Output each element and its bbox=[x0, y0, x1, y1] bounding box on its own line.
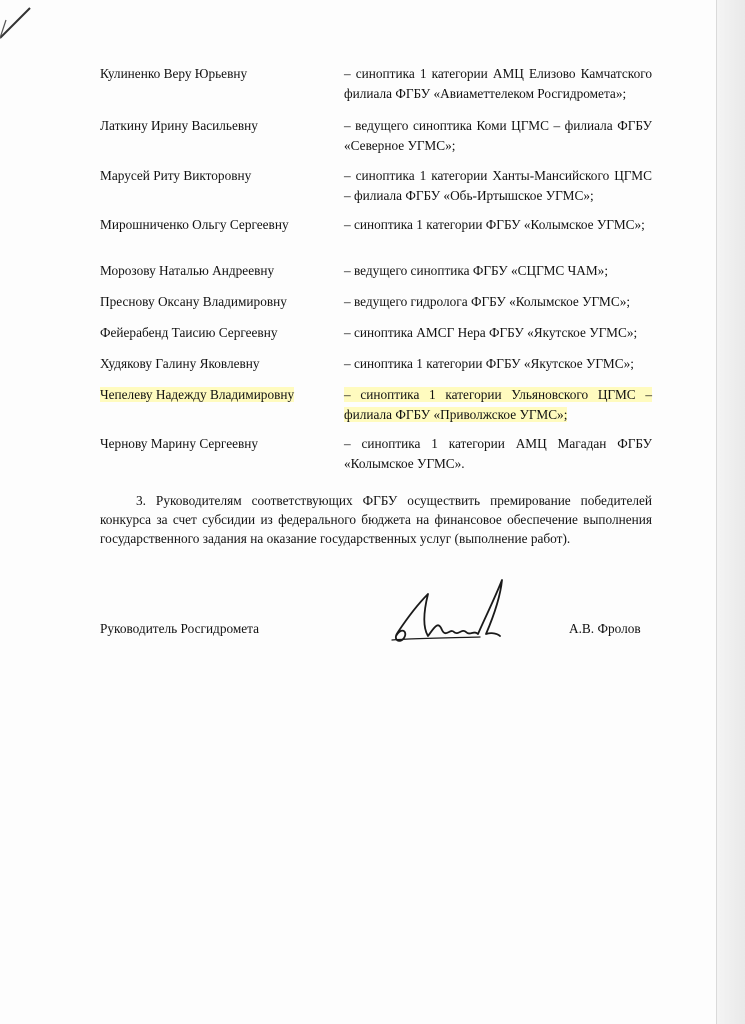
person-position: – синоптика 1 категории ФГБУ «Якутское УГМС»; bbox=[344, 356, 634, 371]
person-name: Фейерабенд Таисию Сергеевну bbox=[100, 325, 278, 340]
person-name: Марусей Риту Викторовну bbox=[100, 168, 252, 183]
list-item bbox=[100, 434, 652, 480]
recipients-list bbox=[100, 64, 652, 480]
person-name: Латкину Ирину Васильевну bbox=[100, 118, 258, 133]
person-position: – синоптика АМСГ Нера ФГБУ «Якутское УГМС»; bbox=[344, 325, 638, 340]
person-position: – ведущего синоптика ФГБУ «СЦГМС ЧАМ»; bbox=[344, 263, 609, 278]
person-position: – синоптика 1 категории Ханты-Мансийского ЦГМС – филиала ФГБУ «Обь-Иртышское УГМС»; bbox=[344, 168, 652, 203]
person-position: – ведущего синоптика Коми ЦГМС – филиала ФГБУ «Северное УГМС»; bbox=[344, 118, 652, 153]
person-name: Худякову Галину Яковлевну bbox=[100, 356, 260, 371]
person-name: Кулиненко Веру Юрьевну bbox=[100, 66, 248, 81]
person-position: – ведущего гидролога ФГБУ «Колымское УГМС»; bbox=[344, 294, 631, 309]
signatory-title: Руководитель Росгидромета bbox=[100, 621, 260, 636]
list-item bbox=[100, 323, 652, 354]
person-name: Морозову Наталью Андреевну bbox=[100, 263, 275, 278]
handwritten-signature bbox=[388, 574, 518, 650]
list-item bbox=[100, 292, 652, 323]
folded-corner-mark bbox=[0, 0, 40, 40]
person-position: – синоптика 1 категории АМЦ Елизово Камчатского филиала ФГБУ «Авиаметтелеком Росгидромета»; bbox=[344, 66, 652, 101]
page-edge-shadow bbox=[716, 0, 745, 1024]
list-item bbox=[100, 215, 652, 261]
list-item bbox=[100, 261, 652, 292]
person-position: – синоптика 1 категории АМЦ Магадан ФГБУ «Колымское УГМС». bbox=[344, 436, 652, 471]
signatory-name: А.В. Фролов bbox=[569, 621, 641, 636]
list-item bbox=[100, 64, 652, 116]
list-item bbox=[100, 116, 652, 166]
person-name: Мирошниченко Ольгу Сергеевну bbox=[100, 217, 289, 232]
person-name: Преснову Оксану Владимировну bbox=[100, 294, 287, 309]
paragraph-3: 3. Руководителям соответствующих ФГБУ осуществить премирование победителей конкурса за счет субсидии из федерального бюджета на финансовое обеспечение выполнения государственного задания на оказание государственных услуг (выполнение работ). bbox=[100, 493, 652, 546]
person-name: Чепелеву Надежду Владимировну bbox=[100, 387, 295, 402]
list-item bbox=[100, 354, 652, 385]
person-name: Чернову Марину Сергеевну bbox=[100, 436, 259, 451]
person-position: – синоптика 1 категории ФГБУ «Колымское УГМС»; bbox=[344, 217, 645, 232]
list-item bbox=[100, 166, 652, 215]
person-position: – синоптика 1 категории Ульяновского ЦГМС – филиала ФГБУ «Приволжское УГМС»; bbox=[344, 387, 652, 422]
list-item-highlighted bbox=[100, 385, 652, 434]
